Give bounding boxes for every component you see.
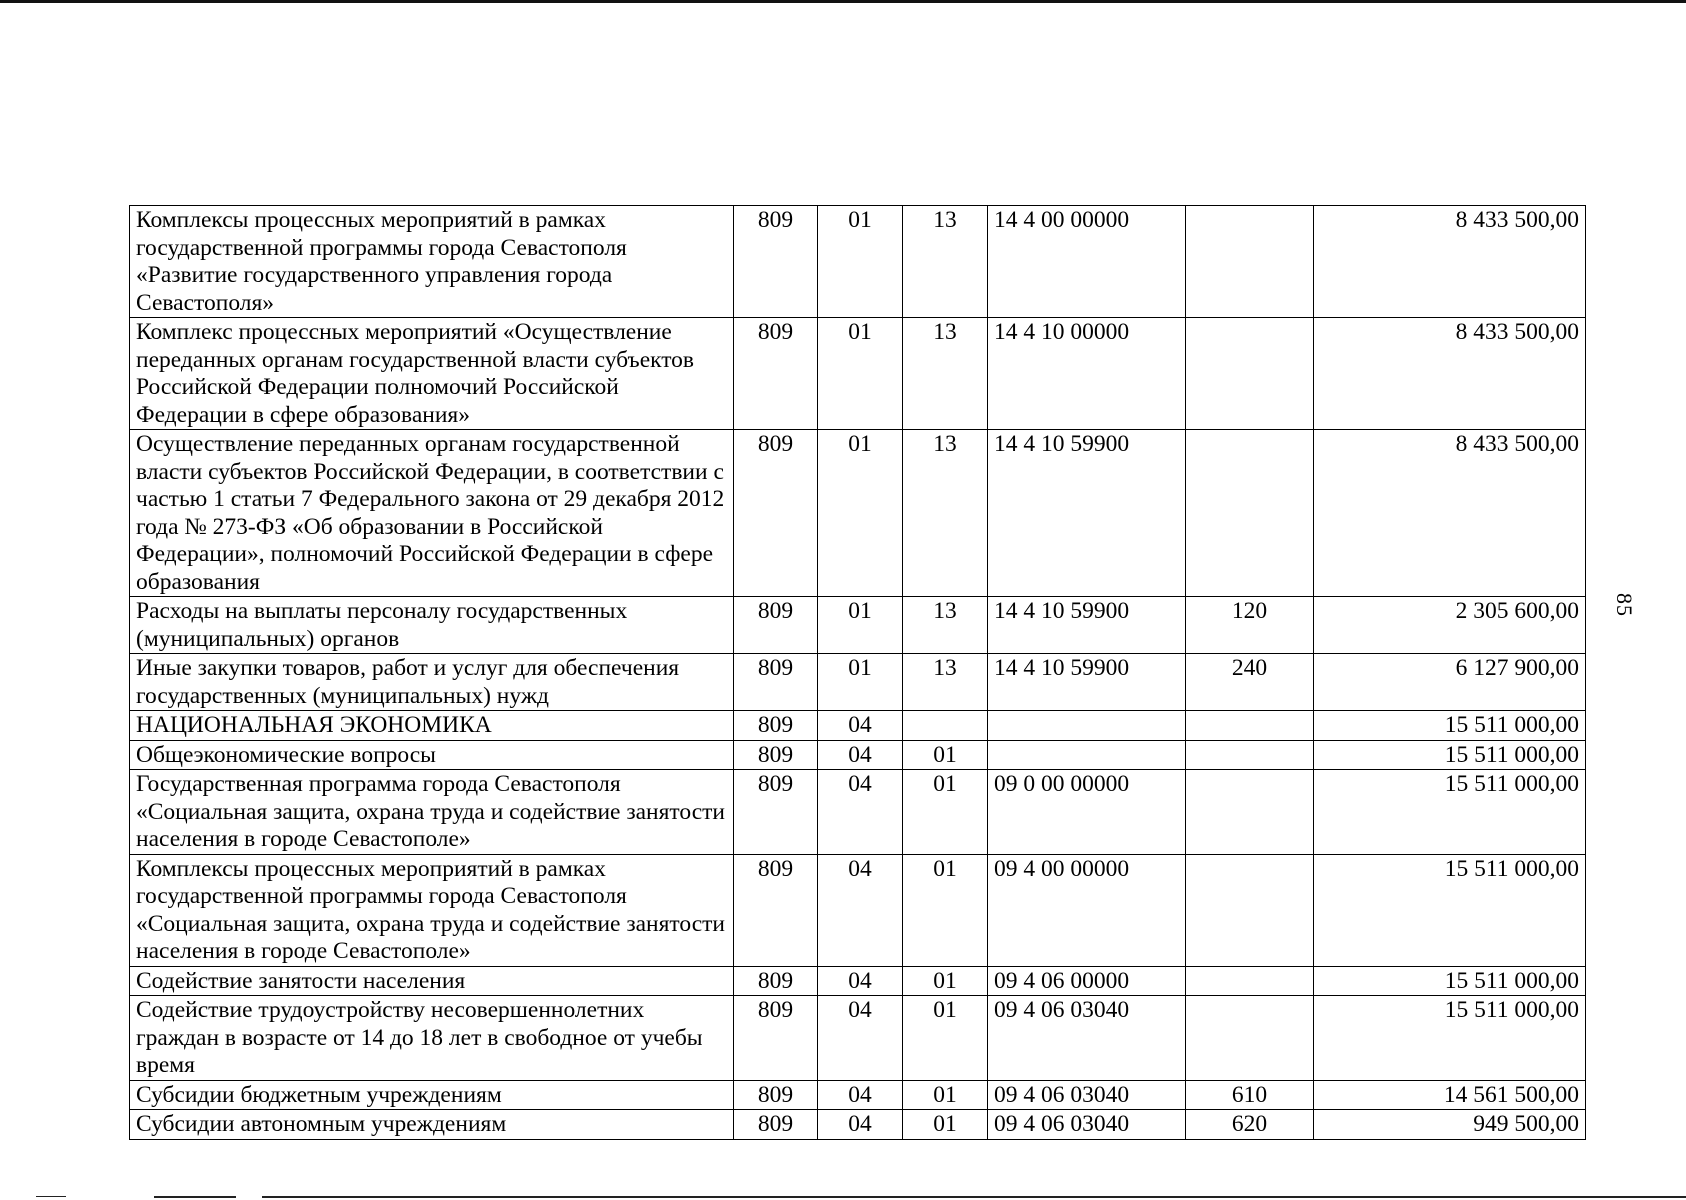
row-subsection-code: 13 xyxy=(903,654,988,711)
row-amount: 15 511 000,00 xyxy=(1314,770,1586,855)
row-subsection-code: 13 xyxy=(903,206,988,318)
row-expense-type-code xyxy=(1186,430,1314,597)
row-section-code: 01 xyxy=(818,318,903,430)
row-subsection-code: 01 xyxy=(903,1080,988,1110)
row-name: Государственная программа города Севастополя «Социальная защита, охрана труда и содействие занятости населения в городе Севастополе» xyxy=(130,770,734,855)
table-row xyxy=(130,597,1586,654)
table-row xyxy=(130,654,1586,711)
row-amount: 15 511 000,00 xyxy=(1314,966,1586,996)
row-amount: 15 511 000,00 xyxy=(1314,740,1586,770)
row-section-code: 04 xyxy=(818,1110,903,1140)
row-ved-code: 809 xyxy=(734,1080,818,1110)
row-ved-code: 809 xyxy=(734,966,818,996)
row-subsection-code: 01 xyxy=(903,966,988,996)
row-name: Субсидии автономным учреждениям xyxy=(130,1110,734,1140)
row-ved-code: 809 xyxy=(734,996,818,1081)
row-ved-code: 809 xyxy=(734,206,818,318)
row-subsection-code: 01 xyxy=(903,770,988,855)
row-section-code: 04 xyxy=(818,740,903,770)
row-section-code: 04 xyxy=(818,1080,903,1110)
row-section-code: 01 xyxy=(818,654,903,711)
row-target-article-code xyxy=(988,740,1186,770)
row-expense-type-code xyxy=(1186,966,1314,996)
row-ved-code: 809 xyxy=(734,711,818,741)
row-amount: 8 433 500,00 xyxy=(1314,206,1586,318)
row-target-article-code: 14 4 00 00000 xyxy=(988,206,1186,318)
row-name: НАЦИОНАЛЬНАЯ ЭКОНОМИКА xyxy=(130,711,734,741)
row-ved-code: 809 xyxy=(734,1110,818,1140)
row-expense-type-code: 240 xyxy=(1186,654,1314,711)
table-row xyxy=(130,966,1586,996)
row-target-article-code: 09 4 06 03040 xyxy=(988,996,1186,1081)
row-target-article-code: 09 4 06 00000 xyxy=(988,966,1186,996)
scan-mark xyxy=(154,1196,236,1198)
table-row xyxy=(130,430,1586,597)
table-row xyxy=(130,770,1586,855)
row-ved-code: 809 xyxy=(734,430,818,597)
row-target-article-code: 14 4 10 59900 xyxy=(988,597,1186,654)
row-section-code: 01 xyxy=(818,206,903,318)
row-target-article-code: 09 4 06 03040 xyxy=(988,1080,1186,1110)
row-expense-type-code xyxy=(1186,854,1314,966)
row-expense-type-code xyxy=(1186,206,1314,318)
row-name: Субсидии бюджетным учреждениям xyxy=(130,1080,734,1110)
page-number: 85 xyxy=(1612,593,1637,617)
row-subsection-code: 01 xyxy=(903,740,988,770)
row-ved-code: 809 xyxy=(734,770,818,855)
row-target-article-code: 09 4 00 00000 xyxy=(988,854,1186,966)
table-row xyxy=(130,206,1586,318)
table-row xyxy=(130,1110,1586,1140)
row-ved-code: 809 xyxy=(734,740,818,770)
row-name: Содействие занятости населения xyxy=(130,966,734,996)
row-amount: 15 511 000,00 xyxy=(1314,711,1586,741)
row-ved-code: 809 xyxy=(734,654,818,711)
table-body xyxy=(130,206,1586,1140)
row-target-article-code: 09 4 06 03040 xyxy=(988,1110,1186,1140)
row-expense-type-code xyxy=(1186,770,1314,855)
row-section-code: 04 xyxy=(818,996,903,1081)
row-name: Комплексы процессных мероприятий в рамках государственной программы города Севастополя «Развитие государственного управления города Севастополя» xyxy=(130,206,734,318)
row-subsection-code: 13 xyxy=(903,597,988,654)
row-name: Иные закупки товаров, работ и услуг для обеспечения государственных (муниципальных) нужд xyxy=(130,654,734,711)
row-name: Осуществление переданных органам государственной власти субъектов Российской Федерации, в соответствии с частью 1 статьи 7 Федерального закона от 29 декабря 2012 года № 273-ФЗ «Об образовании в Российской Федерации», полномочий Российской Федерации в сфере образования xyxy=(130,430,734,597)
row-expense-type-code: 120 xyxy=(1186,597,1314,654)
row-amount: 8 433 500,00 xyxy=(1314,318,1586,430)
row-name: Комплексы процессных мероприятий в рамках государственной программы города Севастополя «Социальная защита, охрана труда и содействие занятости населения в городе Севастополе» xyxy=(130,854,734,966)
row-subsection-code: 01 xyxy=(903,1110,988,1140)
row-target-article-code: 14 4 10 59900 xyxy=(988,654,1186,711)
row-expense-type-code xyxy=(1186,711,1314,741)
row-target-article-code: 14 4 10 59900 xyxy=(988,430,1186,597)
row-subsection-code: 01 xyxy=(903,996,988,1081)
row-name: Комплекс процессных мероприятий «Осуществление переданных органам государственной власти субъектов Российской Федерации полномочий Российской Федерации в сфере образования» xyxy=(130,318,734,430)
row-expense-type-code: 620 xyxy=(1186,1110,1314,1140)
row-subsection-code: 13 xyxy=(903,318,988,430)
row-amount: 949 500,00 xyxy=(1314,1110,1586,1140)
row-section-code: 01 xyxy=(818,430,903,597)
scan-mark xyxy=(36,1196,66,1197)
scan-mark xyxy=(262,1196,1686,1198)
row-name: Общеэкономические вопросы xyxy=(130,740,734,770)
row-section-code: 01 xyxy=(818,597,903,654)
row-expense-type-code xyxy=(1186,740,1314,770)
row-target-article-code: 09 0 00 00000 xyxy=(988,770,1186,855)
row-amount: 15 511 000,00 xyxy=(1314,854,1586,966)
row-ved-code: 809 xyxy=(734,854,818,966)
table-row xyxy=(130,854,1586,966)
row-target-article-code: 14 4 10 00000 xyxy=(988,318,1186,430)
row-amount: 8 433 500,00 xyxy=(1314,430,1586,597)
row-amount: 6 127 900,00 xyxy=(1314,654,1586,711)
table-row xyxy=(130,318,1586,430)
row-section-code: 04 xyxy=(818,966,903,996)
table-row xyxy=(130,1080,1586,1110)
row-ved-code: 809 xyxy=(734,318,818,430)
row-name: Расходы на выплаты персоналу государственных (муниципальных) органов xyxy=(130,597,734,654)
row-amount: 14 561 500,00 xyxy=(1314,1080,1586,1110)
row-amount: 15 511 000,00 xyxy=(1314,996,1586,1081)
scan-top-edge xyxy=(0,0,1686,3)
row-section-code: 04 xyxy=(818,854,903,966)
row-subsection-code: 13 xyxy=(903,430,988,597)
row-ved-code: 809 xyxy=(734,597,818,654)
row-subsection-code xyxy=(903,711,988,741)
table-row xyxy=(130,711,1586,741)
row-amount: 2 305 600,00 xyxy=(1314,597,1586,654)
row-expense-type-code: 610 xyxy=(1186,1080,1314,1110)
row-section-code: 04 xyxy=(818,711,903,741)
row-expense-type-code xyxy=(1186,318,1314,430)
table-row xyxy=(130,740,1586,770)
budget-table xyxy=(129,205,1586,1140)
table-row xyxy=(130,996,1586,1081)
row-expense-type-code xyxy=(1186,996,1314,1081)
row-subsection-code: 01 xyxy=(903,854,988,966)
row-target-article-code xyxy=(988,711,1186,741)
row-name: Содействие трудоустройству несовершеннолетних граждан в возрасте от 14 до 18 лет в свободное от учебы время xyxy=(130,996,734,1081)
row-section-code: 04 xyxy=(818,770,903,855)
